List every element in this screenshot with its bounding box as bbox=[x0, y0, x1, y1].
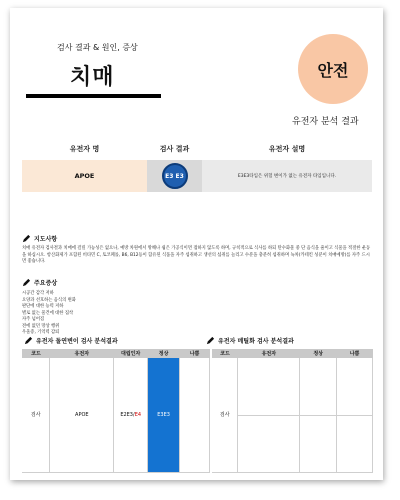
header-gene-name: 유전자 명 bbox=[69, 145, 100, 153]
allele-main: E2E3/ bbox=[120, 411, 135, 418]
methylation-table bbox=[212, 349, 373, 473]
symptom-item: 별로 없는 물건에 대한 집착 bbox=[22, 310, 74, 316]
header-test-result: 검사 결과 bbox=[159, 145, 190, 153]
report-title: 치매 bbox=[70, 65, 115, 90]
pencil-icon bbox=[22, 234, 31, 243]
col-gene: 유전자 bbox=[50, 349, 114, 358]
methylation-table-heading bbox=[206, 336, 294, 345]
report-subtitle: 검사 결과 & 원인, 증상 bbox=[57, 43, 138, 52]
col-allele: 대립인자 bbox=[114, 349, 148, 358]
guide-title: 지도사항 bbox=[34, 236, 58, 243]
col-normal: 정상 bbox=[300, 349, 337, 358]
allele-alt: E4 bbox=[134, 411, 142, 418]
symptoms-heading bbox=[22, 278, 57, 287]
empty-cell bbox=[337, 415, 373, 472]
col-code: 코드 bbox=[22, 349, 50, 358]
gene-name-cell: APOE bbox=[22, 160, 147, 192]
empty-cell bbox=[300, 415, 337, 472]
symptom-item: 시공간 감각 저하 bbox=[22, 291, 54, 296]
empty-cell bbox=[238, 415, 300, 472]
pencil-icon bbox=[24, 336, 33, 345]
symptom-item: 자주 넘어짐 bbox=[22, 317, 45, 322]
header-gene-description: 유전자 설명 bbox=[268, 145, 306, 153]
col-gene: 유전자 bbox=[238, 349, 300, 358]
row-code: 검사 bbox=[212, 358, 238, 472]
col-bad: 나쁨 bbox=[337, 349, 373, 358]
methylation-table-title: 유전자 메틸화 검사 분석결과 bbox=[218, 338, 294, 345]
safety-badge-label: 안전 bbox=[317, 60, 349, 80]
test-result-cell bbox=[147, 160, 202, 192]
row-normal: E3E3 bbox=[148, 358, 180, 472]
row-gene: APOE bbox=[50, 358, 114, 472]
mutation-table bbox=[22, 349, 210, 473]
symptom-item: 판단에 대한 능력 저하 bbox=[22, 304, 64, 309]
symptoms-list bbox=[22, 291, 76, 337]
guide-heading bbox=[22, 234, 57, 243]
mutation-table-heading bbox=[24, 336, 118, 345]
symptom-item: 우울증, 기억력 감퇴 bbox=[22, 330, 60, 335]
row-bad bbox=[180, 358, 210, 472]
analysis-title: 유전자 분석 결과 bbox=[292, 117, 359, 127]
col-bad: 나쁨 bbox=[180, 349, 210, 358]
pencil-icon bbox=[206, 336, 215, 345]
col-code: 코드 bbox=[212, 349, 238, 358]
symptoms-title: 주요증상 bbox=[34, 280, 58, 287]
pencil-icon bbox=[22, 278, 31, 287]
report-sheet bbox=[10, 8, 383, 480]
guide-text: 치매 유전자 검사결과 치매에 걸릴 가능성은 없으나, 예방 차원에서 방해나 쉽은 가공식이면 접하지 않도록 하며, 규칙적으로 식사를 하되 탄수화물 중 단 음식을 줄이고 식물을 적절한 운동을 하십시오. 항산화제가 포함된 비타민 C, 토코페롤, B6, B12등이 함유된 식품을 자주 섭취하고 생선의 섭취를 늘리고 수분을 충분히 섭취하며 녹차(카테킨 성분이 치매예방)를 자주 드시면 좋습니다. bbox=[22, 246, 371, 264]
symptom-item: 요양과 선호하는 음식의 변화 bbox=[22, 297, 76, 303]
gene-description-cell: E3E3타입은 위험 변이가 없는 유전자 타입입니다. bbox=[202, 160, 372, 192]
table-row bbox=[212, 358, 373, 415]
mutation-table-title: 유전자 돌연변이 검사 분석결과 bbox=[36, 338, 118, 345]
result-circle: E3 E3 bbox=[162, 163, 188, 189]
row-bad bbox=[337, 358, 373, 415]
result-row bbox=[22, 160, 372, 192]
row-normal bbox=[300, 358, 337, 415]
col-normal: 정상 bbox=[148, 349, 180, 358]
table-row bbox=[22, 358, 210, 472]
row-gene bbox=[238, 358, 300, 415]
row-code: 검사 bbox=[22, 358, 50, 472]
safety-badge bbox=[298, 34, 368, 104]
title-underline bbox=[26, 94, 161, 98]
symptom-item: 전에 없던 망상 행위 bbox=[22, 323, 60, 329]
row-allele bbox=[114, 358, 148, 472]
